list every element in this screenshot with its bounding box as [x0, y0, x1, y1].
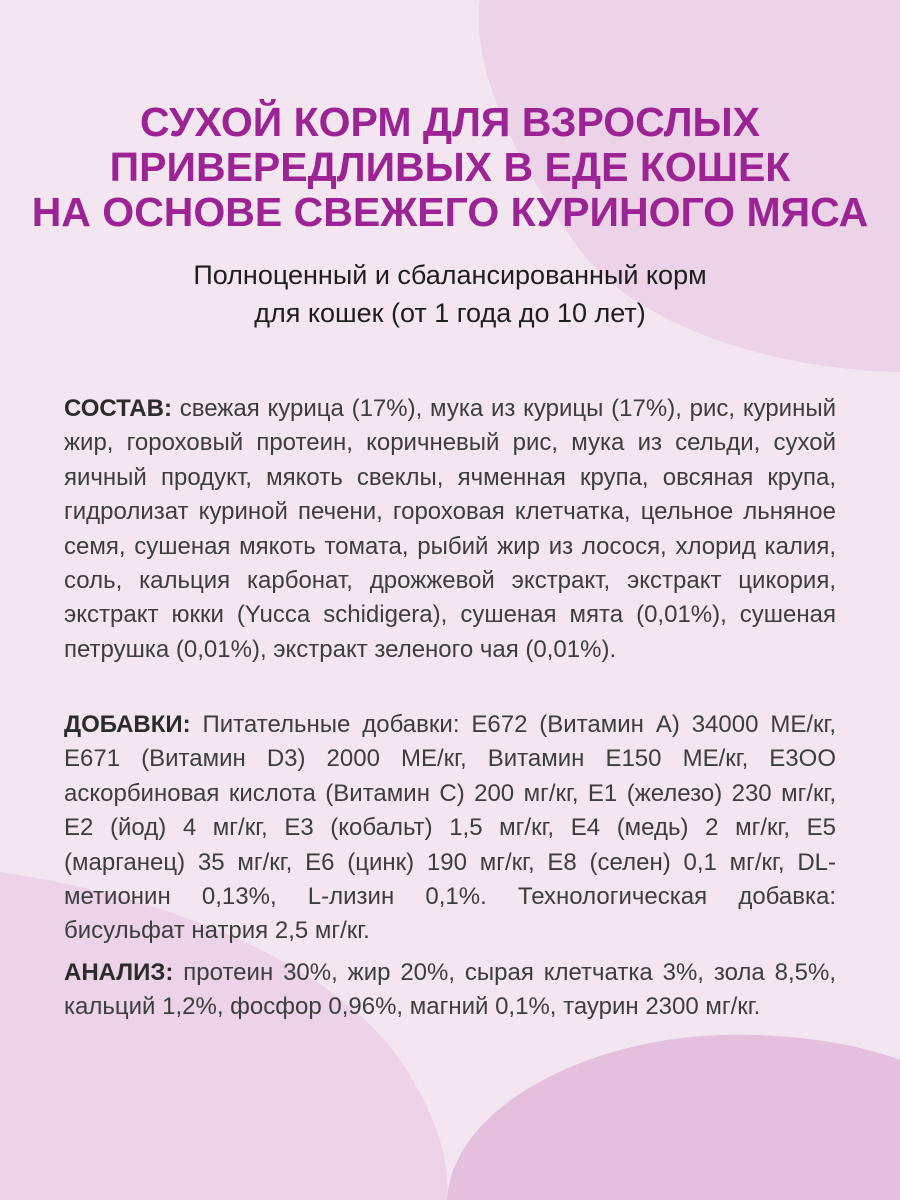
title-line: НА ОСНОВЕ СВЕЖЕГО КУРИНОГО МЯСА	[31, 189, 869, 235]
additives-label: ДОБАВКИ:	[64, 711, 191, 738]
additives-section	[64, 708, 836, 949]
composition-label: СОСТАВ:	[64, 395, 172, 422]
composition-section	[64, 392, 836, 667]
composition-text: свежая курица (17%), мука из курицы (17%), рис, куриный жир, гороховый протеин, коричневый рис, мука из сельди, сухой яичный продукт, мякоть свеклы, ячменная крупа, овсяная крупа, гидролизат куриной печени, гороховая клетчатка, цельное льняное семя, сушеная мякоть томата, рыбий жир из лосося, хлорид калия, соль, кальция карбонат, дрожжевой экстракт, экстракт цикория, экстракт юкки (Yucca schidigera), сушеная мята (0,01%), сушеная петрушка (0,01%), экстракт зеленого чая (0,01%).	[64, 395, 836, 663]
subtitle-line: для кошек (от 1 года до 10 лет)	[254, 298, 646, 328]
product-subtitle	[0, 256, 900, 332]
title-line: СУХОЙ КОРМ ДЛЯ ВЗРОСЛЫХ	[139, 99, 760, 145]
subtitle-line: Полноценный и сбалансированный корм	[193, 260, 707, 290]
product-title	[0, 100, 900, 235]
analysis-section	[64, 956, 836, 1025]
analysis-label: АНАЛИЗ:	[64, 959, 174, 986]
analysis-text: протеин 30%, жир 20%, сырая клетчатка 3%, зола 8,5%, кальций 1,2%, фосфор 0,96%, магний 0,1%, таурин 2300 мг/кг.	[64, 959, 836, 1021]
additives-text: Питательные добавки: Е672 (Витамин А) 34000 МЕ/кг, Е671 (Витамин D3) 2000 МЕ/кг, Витамин Е150 МЕ/кг, Е3ОО аскорбиновая кислота (Витамин С) 200 мг/кг, Е1 (железо) 230 мг/кг, Е2 (йод) 4 мг/кг, Е3 (кобальт) 1,5 мг/кг, Е4 (медь) 2 мг/кг, Е5 (марганец) 35 мг/кг, Е6 (цинк) 190 мг/кг, Е8 (селен) 0,1 мг/кг, DL-метионин 0,13%, L-лизин 0,1%. Технологическая добавка: бисульфат натрия 2,5 мг/кг.	[64, 711, 836, 945]
title-line: ПРИВЕРЕДЛИВЫХ В ЕДЕ КОШЕК	[109, 144, 791, 190]
